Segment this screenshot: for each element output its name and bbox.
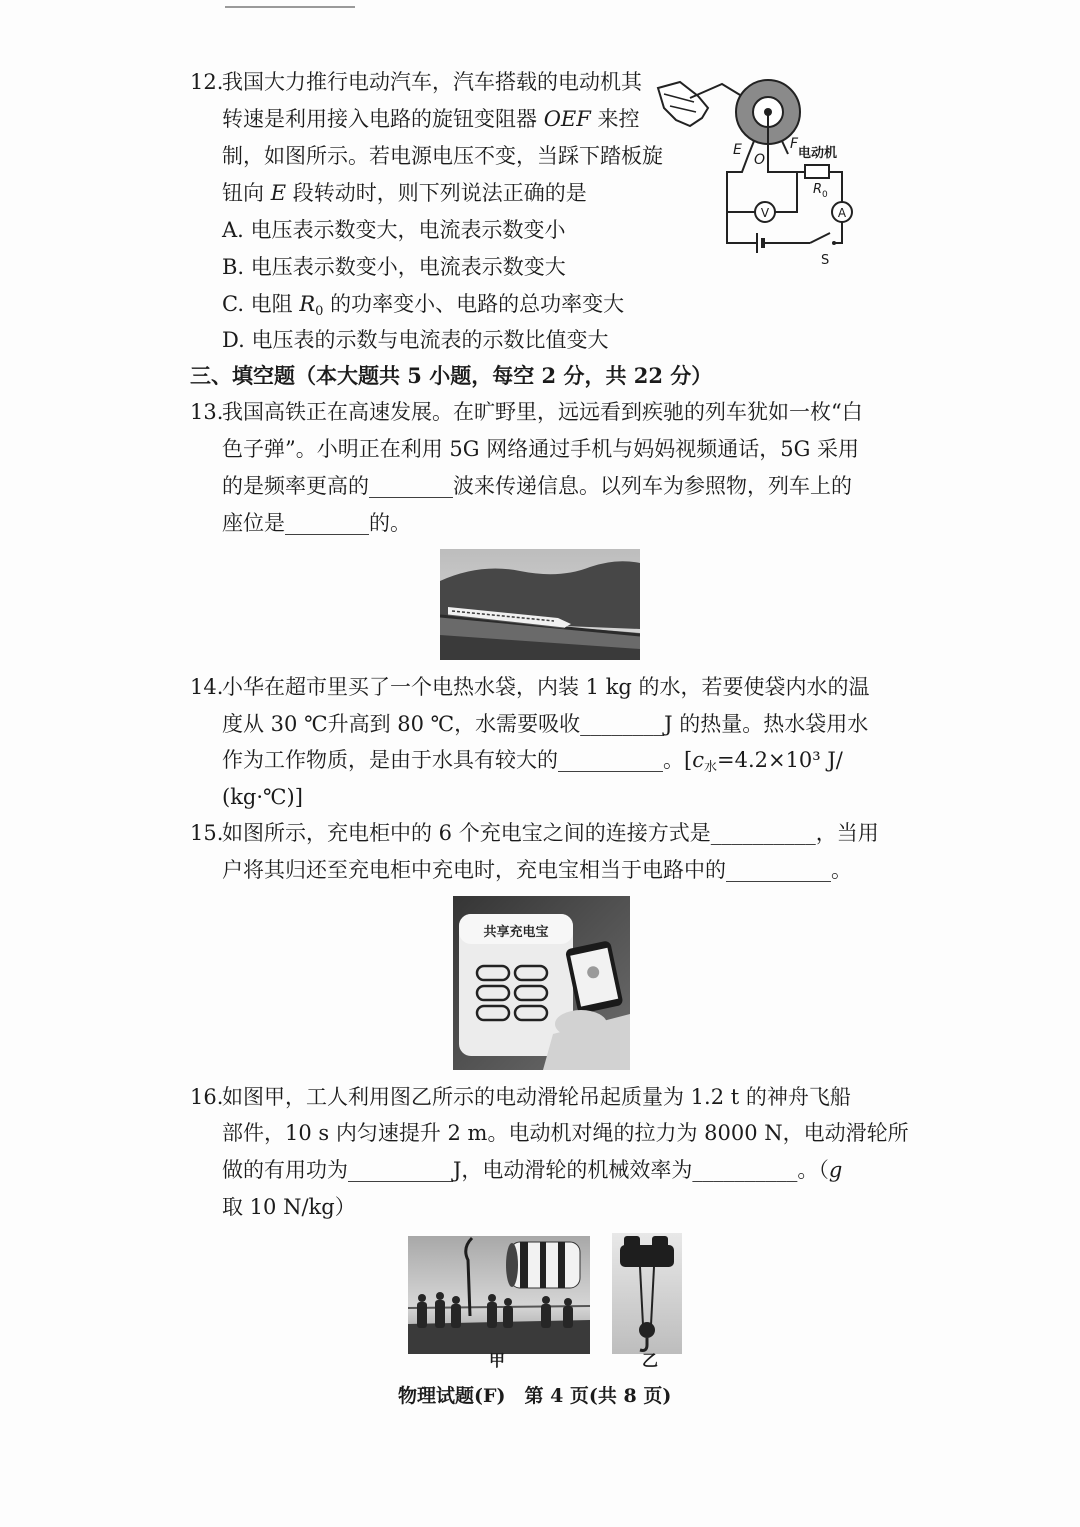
terminal-f-label: F: [790, 136, 799, 152]
resistor-symbol: R: [299, 292, 316, 316]
pedal-icon: [658, 82, 708, 126]
high-speed-train-image: [440, 549, 640, 660]
q12-number: 12.: [190, 70, 224, 94]
resistor-subscript: 0: [315, 304, 324, 319]
q12-option-c-tail: 的功率变小、电路的总功率变大: [323, 292, 625, 316]
section-3-heading: 三、填空题（本大题共 5 小题，每空 2 分，共 22 分）: [190, 363, 713, 388]
q15-line-2: 户将其归还至充电柜中充电时，充电宝相当于电路中的__________。: [222, 858, 852, 882]
q12-line-4: [222, 181, 587, 205]
q16-line-2: 部件，10 s 内匀速提升 2 m。电动机对绳的拉力为 8000 N，电动滑轮所: [222, 1121, 909, 1145]
q12-option-c: [222, 292, 624, 324]
q12-option-c-text: C. 电阻: [222, 292, 300, 316]
motor-label: 电动机: [798, 146, 838, 161]
figure-jia-label: 甲: [489, 1351, 506, 1370]
specific-heat-value: =4.2×10³ J/: [716, 748, 843, 772]
q12-line-1: 我国大力推行电动汽车，汽车搭载的电动机其: [222, 70, 642, 94]
q16-line-1: 如图甲，工人利用图乙所示的电动滑轮吊起质量为 1.2 t 的神舟飞船: [222, 1085, 851, 1109]
electric-hoist-image: [612, 1233, 682, 1354]
specific-heat-symbol: c: [692, 748, 704, 772]
q13-number: 13.: [190, 400, 224, 424]
figure-yi-label: 乙: [642, 1351, 659, 1370]
ammeter-label: A: [837, 206, 847, 220]
r0-subscript: 0: [822, 190, 828, 200]
q16-line-4: 取 10 N/kg）: [222, 1195, 356, 1219]
rheostat-circuit-diagram: [650, 68, 865, 273]
battery-icon: [757, 233, 763, 253]
spacecraft-module-icon: [506, 1242, 580, 1288]
q13-line-2: 色子弹”。小明正在利用 5G 网络通过手机与妈妈视频通话，5G 采用: [222, 437, 860, 461]
rheostat-name: OEF: [543, 107, 591, 131]
q12-line-4-tail: 段转动时，则下列说法正确的是: [286, 181, 587, 205]
q12-option-d: D. 电压表的示数与电流表的示数比值变大: [222, 328, 609, 352]
figure-yi-photo: [612, 1233, 682, 1354]
q12-line-2-text: 转速是利用接入电路的旋钮变阻器: [222, 107, 544, 131]
terminal-e-label: E: [733, 142, 742, 158]
gravity-symbol: g: [828, 1158, 843, 1182]
voltmeter-label: V: [760, 206, 770, 220]
q14-line-3-text: 作为工作物质，是由于水具有较大的__________。[: [222, 748, 693, 772]
q14-number: 14.: [190, 675, 224, 699]
shared-power-bank-image: [453, 896, 630, 1070]
q12-option-a: A. 电压表示数变大，电流表示数变小: [222, 218, 566, 242]
q16-line-3: [222, 1158, 842, 1182]
q14-line-3: [222, 748, 843, 780]
q12-line-2: [222, 107, 640, 131]
q12-figure: [650, 68, 865, 273]
q14-line-4: (kg·℃)]: [222, 785, 303, 809]
q12-line-4-text: 钮向: [222, 181, 271, 205]
r0-label: R: [813, 182, 823, 197]
train-photo: [440, 549, 640, 660]
q13-line-3: 的是频率更高的________波来传递信息。以列车为参照物，列车上的: [222, 474, 852, 498]
q15-line-1: 如图所示，充电柜中的 6 个充电宝之间的连接方式是__________，当用: [222, 821, 879, 845]
specific-heat-subscript: 水: [703, 760, 717, 775]
q16-line-3-text: 做的有用功为__________J，电动滑轮的机械效率为__________。（: [222, 1158, 829, 1182]
q14-line-2: 度从 30 ℃升高到 80 ℃，水需要吸收________J 的热量。热水袋用水: [222, 712, 869, 736]
q12-line-3: 制，如图所示。若电源电压不变，当踩下踏板旋: [222, 144, 663, 168]
cabinet-label: 共享充电宝: [483, 925, 549, 940]
q15-number: 15.: [190, 821, 224, 845]
spacecraft-lifting-image: [408, 1236, 590, 1354]
q12-option-b: B. 电压表示数变小，电流表示数变大: [222, 255, 566, 279]
q12-line-2-tail: 来控: [590, 107, 640, 131]
scan-edge-mark: [225, 6, 355, 8]
q16-number: 16.: [190, 1085, 224, 1109]
q13-line-1: 我国高铁正在高速发展。在旷野里，远远看到疾驰的列车犹如一枚“白: [222, 400, 863, 424]
switch-contact: [832, 241, 836, 245]
q14-line-1: 小华在超市里买了一个电热水袋，内装 1 kg 的水，若要使袋内水的温: [222, 675, 870, 699]
q13-line-4: 座位是________的。: [222, 511, 411, 535]
terminal-o-label: O: [754, 152, 766, 168]
power-bank-photo: [453, 896, 630, 1070]
segment-e: E: [270, 181, 287, 205]
resistor-r0-box: [805, 165, 829, 178]
page-footer: 物理试题(F) 第 4 页(共 8 页): [398, 1385, 672, 1407]
switch-label: S: [821, 253, 830, 268]
figure-jia-photo: [408, 1236, 590, 1354]
